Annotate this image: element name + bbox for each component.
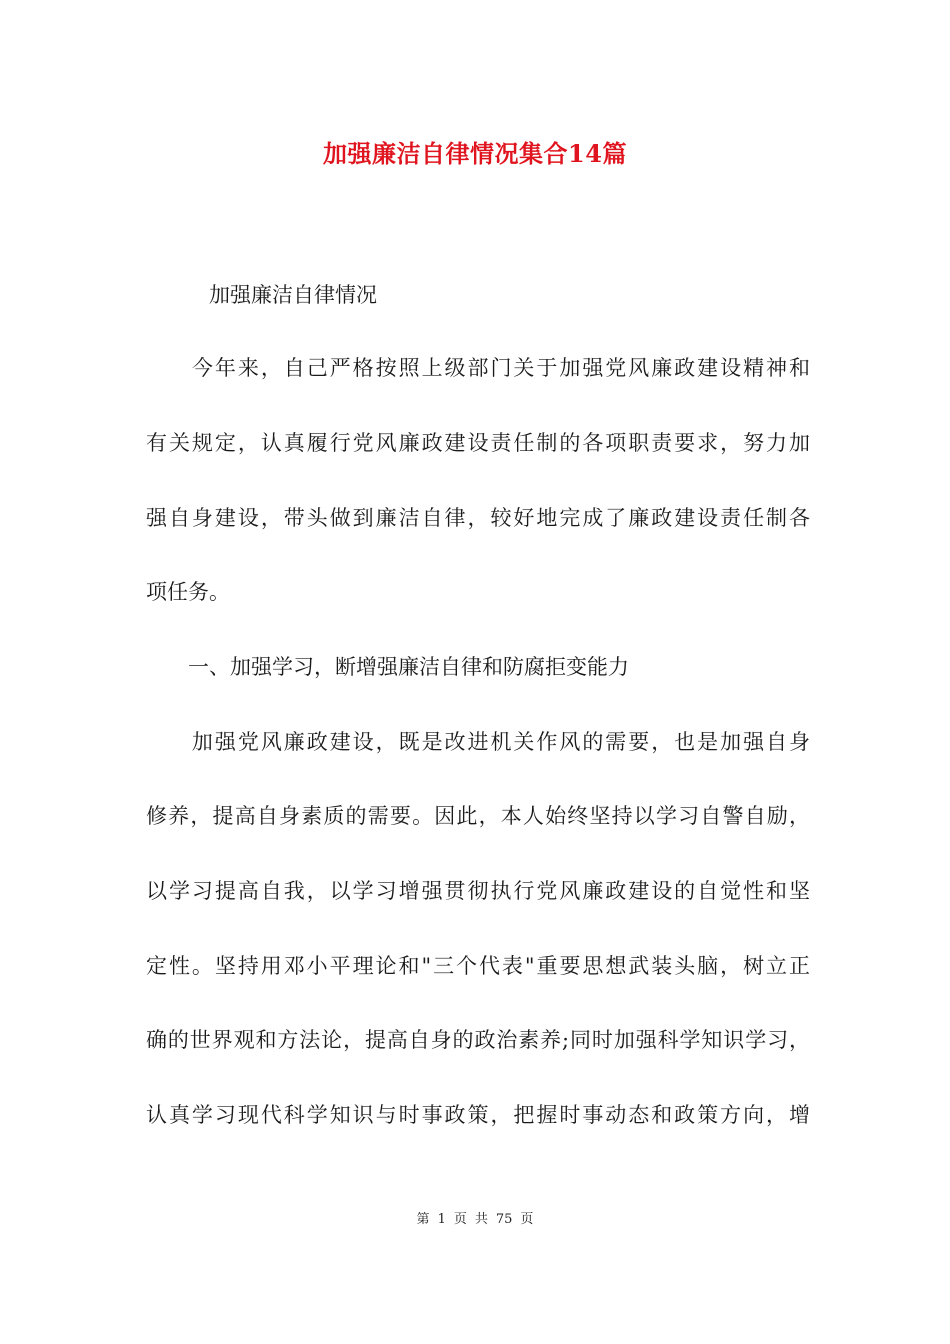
subheading: 一、加强学习，断增强廉洁自律和防腐拒变能力 [146,655,629,679]
paragraph-line: 修养，提高自身素质的需要。因此，本人始终坚持以学习自警自励， [146,804,810,828]
paragraph-line: 有关规定，认真履行党风廉政建设责任制的各项职责要求，努力加 [146,431,810,455]
footer-di: 第 [416,1212,430,1227]
paragraph-line: 加强党风廉政建设，既是改进机关作风的需要，也是加强自身 [146,730,810,754]
paragraph-line: 认真学习现代科学知识与时事政策，把握时事动态和政策方向，增 [146,1103,810,1127]
footer-gong: 共 [474,1212,488,1227]
paragraph-line: 项任务。 [146,580,230,604]
section-heading: 加强廉洁自律情况 [146,283,377,307]
page-footer [0,1208,950,1227]
paragraph-line: 强自身建设，带头做到廉洁自律，较好地完成了廉政建设责任制各 [146,506,810,530]
footer-page-number: 1 [437,1212,446,1227]
footer-ye: 页 [453,1212,467,1227]
footer-total-pages: 75 [495,1212,513,1227]
document-title: 加强廉洁自律情况集合14篇 [323,139,627,168]
paragraph-line: 今年来，自己严格按照上级部门关于加强党风廉政建设精神和 [146,356,810,380]
paragraph-line: 以学习提高自我，以学习增强贯彻执行党风廉政建设的自觉性和坚 [146,879,810,903]
footer-ye: 页 [520,1212,534,1227]
paragraph-line: 定性。坚持用邓小平理论和"三个代表"重要思想武装头脑，树立正 [146,954,810,978]
paragraph-line: 确的世界观和方法论，提高自身的政治素养;同时加强科学知识学习， [146,1028,810,1052]
